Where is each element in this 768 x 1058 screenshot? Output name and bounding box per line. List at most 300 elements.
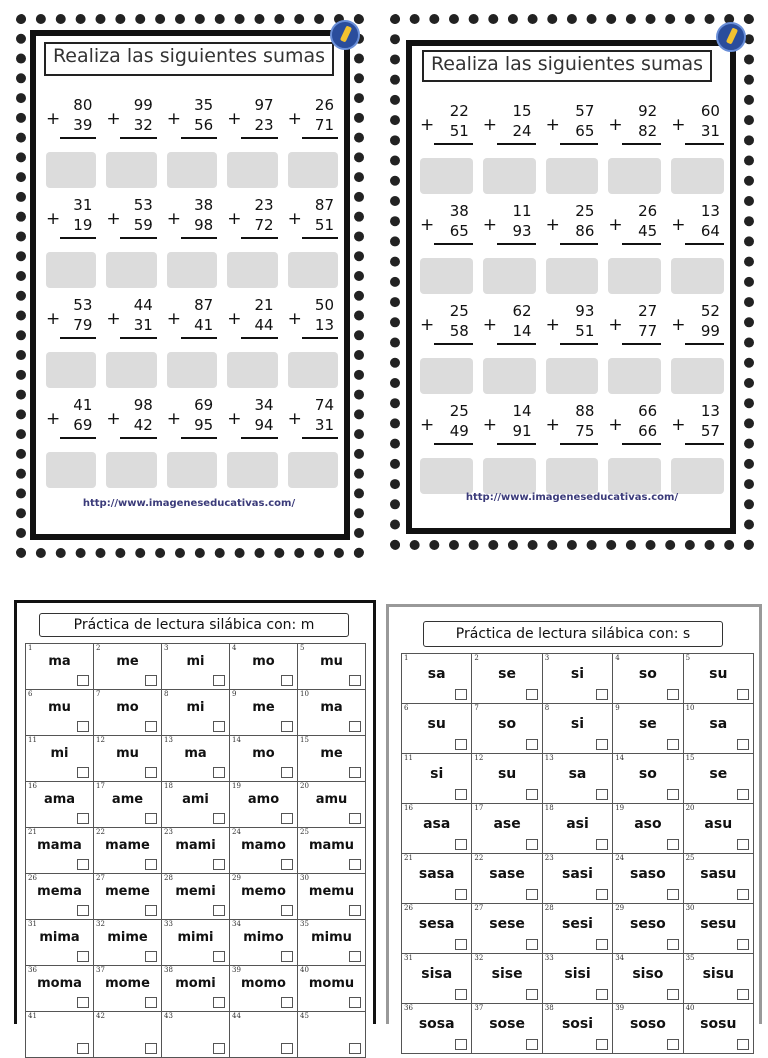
addend-bottom: 93: [512, 222, 532, 240]
syllable-text: su: [427, 716, 446, 732]
checkbox[interactable]: [349, 675, 361, 686]
checkbox[interactable]: [77, 951, 89, 962]
cell-number: 18: [164, 782, 173, 790]
checkbox[interactable]: [281, 905, 293, 916]
checkbox[interactable]: [281, 721, 293, 732]
checkbox[interactable]: [281, 951, 293, 962]
answer-box[interactable]: [546, 258, 599, 294]
cell-number: 30: [685, 904, 695, 912]
answer-box[interactable]: [227, 352, 277, 388]
cell-number: 26: [404, 904, 413, 912]
plus-sign: +: [420, 115, 435, 135]
checkbox[interactable]: [213, 951, 225, 962]
answer-box[interactable]: [420, 258, 473, 294]
addend-top: 92: [638, 102, 658, 120]
checkbox[interactable]: [526, 739, 538, 750]
answer-box[interactable]: [420, 358, 473, 394]
checkbox[interactable]: [667, 1039, 679, 1050]
syllable-cell: [162, 782, 230, 828]
answer-box[interactable]: [608, 258, 661, 294]
syllable-cell: [94, 644, 162, 690]
answer-box[interactable]: [46, 252, 96, 288]
addend-top: 13: [700, 402, 720, 420]
answer-box[interactable]: [106, 352, 156, 388]
syllable-text: mami: [175, 838, 216, 853]
checkbox[interactable]: [526, 689, 538, 700]
answer-box[interactable]: [671, 358, 724, 394]
cell-number: 24: [615, 854, 625, 862]
syllable-cell: [613, 1004, 683, 1054]
syllable-text: sasu: [700, 866, 737, 882]
checkbox[interactable]: [213, 1043, 225, 1054]
answer-box[interactable]: [227, 452, 277, 488]
plus-sign: +: [46, 109, 61, 129]
plus-sign: +: [608, 415, 623, 435]
sum-line: [497, 443, 536, 445]
syllable-text: mu: [48, 700, 71, 715]
syllable-cell: [472, 654, 542, 704]
checkbox[interactable]: [737, 1039, 749, 1050]
syllable-text: so: [638, 766, 657, 782]
addend-top: 66: [638, 402, 658, 420]
cell-number: 41: [28, 1012, 37, 1020]
checkbox[interactable]: [145, 721, 157, 732]
answer-box[interactable]: [46, 152, 96, 188]
checkbox[interactable]: [455, 789, 467, 800]
logo-badge-icon: [716, 22, 746, 52]
checkbox[interactable]: [349, 905, 361, 916]
syllable-cell: [543, 854, 613, 904]
checkbox[interactable]: [213, 767, 225, 778]
answer-box[interactable]: [288, 352, 338, 388]
checkbox[interactable]: [145, 813, 157, 824]
answer-box[interactable]: [288, 252, 338, 288]
syllable-text: mima: [39, 930, 80, 945]
checkbox[interactable]: [145, 1043, 157, 1054]
checkbox[interactable]: [667, 989, 679, 1000]
checkbox[interactable]: [281, 813, 293, 824]
checkbox[interactable]: [455, 839, 467, 850]
plus-sign: +: [482, 115, 498, 135]
checkbox[interactable]: [281, 997, 293, 1008]
cell-number: 26: [28, 874, 37, 882]
syllable-cell: [162, 828, 230, 874]
syllable-cell: [162, 1012, 230, 1058]
checkbox[interactable]: [596, 989, 608, 1000]
checkbox[interactable]: [526, 839, 538, 850]
answer-box[interactable]: [671, 258, 724, 294]
addend-bottom: 41: [194, 316, 214, 334]
checkbox[interactable]: [526, 1039, 538, 1050]
checkbox[interactable]: [455, 889, 467, 900]
answer-box[interactable]: [420, 458, 473, 494]
checkbox[interactable]: [77, 859, 89, 870]
syllable-text: so: [498, 716, 517, 732]
checkbox[interactable]: [596, 1039, 608, 1050]
answer-box[interactable]: [483, 158, 536, 194]
answer-box[interactable]: [671, 158, 724, 194]
plus-sign: +: [671, 315, 686, 335]
checkbox[interactable]: [349, 767, 361, 778]
syllable-text: su: [497, 766, 517, 782]
plus-sign: +: [166, 409, 182, 429]
cell-number: 33: [164, 920, 173, 928]
cell-number: 20: [300, 782, 309, 790]
addend-top: 80: [73, 96, 93, 114]
syllable-text: ami: [182, 792, 209, 807]
addend-top: 60: [700, 102, 720, 120]
cell-number: 14: [615, 754, 625, 762]
addition-problem: [46, 292, 96, 352]
addition-problem: [167, 192, 217, 252]
cell-number: 43: [164, 1012, 173, 1020]
syllable-cell: [162, 920, 230, 966]
source-url: http://www.imageneseducativas.com/: [465, 492, 679, 503]
checkbox[interactable]: [526, 889, 538, 900]
addend-top: 98: [133, 396, 153, 414]
answer-box[interactable]: [608, 358, 661, 394]
addition-problem: [420, 98, 473, 158]
syllable-text: sa: [427, 666, 446, 682]
answer-box[interactable]: [106, 152, 156, 188]
answer-box[interactable]: [167, 452, 217, 488]
syllable-cell: [298, 828, 366, 874]
checkbox[interactable]: [737, 689, 749, 700]
cell-number: 28: [544, 904, 554, 912]
checkbox[interactable]: [281, 1043, 293, 1054]
answer-box[interactable]: [227, 152, 277, 188]
plus-sign: +: [227, 109, 242, 129]
syllable-text: memo: [241, 884, 286, 899]
syllable-cell: [402, 1004, 472, 1054]
syllable-text: ame: [111, 792, 144, 807]
checkbox[interactable]: [455, 739, 467, 750]
addend-top: 99: [133, 96, 153, 114]
answer-box[interactable]: [608, 458, 661, 494]
addend-top: 21: [254, 296, 274, 314]
sum-line: [434, 343, 473, 345]
syllable-cell: [472, 1004, 542, 1054]
checkbox[interactable]: [349, 813, 361, 824]
cell-number: 23: [164, 828, 173, 836]
checkbox[interactable]: [213, 905, 225, 916]
syllable-cell: [402, 704, 472, 754]
answer-box[interactable]: [608, 158, 661, 194]
syllable-text: sise: [491, 966, 523, 982]
plus-sign: +: [608, 215, 623, 235]
checkbox[interactable]: [667, 889, 679, 900]
addend-bottom: 99: [700, 322, 720, 340]
checkbox[interactable]: [455, 1039, 467, 1050]
syllable-text: aso: [634, 816, 662, 832]
addition-problem: [608, 98, 661, 158]
checkbox[interactable]: [737, 789, 749, 800]
addend-top: 14: [512, 402, 532, 420]
syllable-text: mome: [105, 976, 150, 991]
plus-sign: +: [166, 109, 182, 129]
checkbox[interactable]: [526, 789, 538, 800]
worksheet-title: Realiza las siguientes sumas: [44, 42, 334, 76]
syllable-text: sase: [489, 866, 525, 882]
checkbox[interactable]: [455, 689, 467, 700]
checkbox[interactable]: [667, 789, 679, 800]
sum-line: [622, 243, 661, 245]
addend-bottom: 65: [449, 222, 469, 240]
addend-top: 35: [194, 96, 214, 114]
plus-sign: +: [287, 109, 302, 129]
syllable-cell: [94, 782, 162, 828]
answer-box[interactable]: [46, 452, 96, 488]
answer-box[interactable]: [483, 358, 536, 394]
checkbox[interactable]: [737, 939, 749, 950]
checkbox[interactable]: [213, 997, 225, 1008]
plus-sign: +: [482, 415, 498, 435]
syllable-text: su: [709, 666, 728, 682]
checkbox[interactable]: [77, 675, 89, 686]
checkbox[interactable]: [737, 889, 749, 900]
cell-number: 7: [96, 690, 101, 698]
syllable-cell: [402, 804, 472, 854]
answer-box[interactable]: [546, 358, 599, 394]
checkbox[interactable]: [667, 689, 679, 700]
addition-problem: [227, 192, 277, 252]
plus-sign: +: [420, 315, 435, 335]
cell-number: 25: [685, 854, 695, 862]
cell-number: 19: [615, 804, 625, 812]
cell-number: 36: [404, 1004, 413, 1012]
checkbox[interactable]: [77, 1043, 89, 1054]
answer-box[interactable]: [288, 152, 338, 188]
checkbox[interactable]: [145, 767, 157, 778]
checkbox[interactable]: [455, 989, 467, 1000]
addition-problem: [608, 398, 661, 458]
answer-box[interactable]: [483, 258, 536, 294]
answer-box[interactable]: [106, 452, 156, 488]
sum-line: [434, 243, 473, 245]
addition-problem: [288, 192, 338, 252]
syllable-cell: [94, 736, 162, 782]
answer-box[interactable]: [288, 452, 338, 488]
checkbox[interactable]: [213, 859, 225, 870]
syllable-text: mama: [37, 838, 82, 853]
checkbox[interactable]: [596, 889, 608, 900]
syllable-text: sese: [489, 916, 525, 932]
syllable-cell: [543, 704, 613, 754]
answer-box[interactable]: [483, 458, 536, 494]
cell-number: 39: [615, 1004, 625, 1012]
addend-bottom: 72: [254, 216, 274, 234]
cell-number: 18: [544, 804, 554, 812]
syllable-text: sesa: [418, 916, 455, 932]
addition-problem: [546, 398, 599, 458]
syllable-text: se: [638, 716, 657, 732]
syllable-cell: [402, 754, 472, 804]
addend-top: 25: [449, 402, 469, 420]
cell-number: 21: [28, 828, 37, 836]
checkbox[interactable]: [349, 997, 361, 1008]
checkbox[interactable]: [596, 789, 608, 800]
checkbox[interactable]: [737, 989, 749, 1000]
plus-sign: +: [227, 409, 242, 429]
checkbox[interactable]: [349, 859, 361, 870]
cell-number: 29: [232, 874, 241, 882]
addition-problem: [106, 192, 156, 252]
checkbox[interactable]: [596, 939, 608, 950]
answer-box[interactable]: [671, 458, 724, 494]
checkbox[interactable]: [281, 675, 293, 686]
checkbox[interactable]: [145, 859, 157, 870]
cell-number: 31: [404, 954, 413, 962]
answer-box[interactable]: [167, 252, 217, 288]
cell-number: 10: [300, 690, 309, 698]
checkbox[interactable]: [77, 997, 89, 1008]
answer-box[interactable]: [167, 152, 217, 188]
addend-bottom: 45: [638, 222, 658, 240]
syllable-text: se: [709, 766, 728, 782]
cell-number: 34: [232, 920, 241, 928]
sum-line: [622, 343, 661, 345]
addend-top: 88: [575, 402, 595, 420]
checkbox[interactable]: [213, 721, 225, 732]
plus-sign: +: [106, 409, 121, 429]
syllable-text: moma: [37, 976, 82, 991]
addend-top: 26: [638, 202, 658, 220]
sum-line: [622, 443, 661, 445]
checkbox[interactable]: [77, 721, 89, 732]
logo-badge-icon: [330, 20, 360, 50]
syllable-text: mi: [186, 654, 205, 669]
checkbox[interactable]: [526, 989, 538, 1000]
cell-number: 1: [28, 644, 33, 652]
syllable-cell: [94, 966, 162, 1012]
syllable-worksheet-s: [386, 604, 762, 1032]
cell-number: 8: [164, 690, 169, 698]
cell-number: 7: [474, 704, 479, 712]
answer-box[interactable]: [46, 352, 96, 388]
addition-problem: [167, 92, 217, 152]
syllable-text: mema: [37, 884, 82, 899]
plus-sign: +: [227, 209, 242, 229]
checkbox[interactable]: [145, 997, 157, 1008]
checkbox[interactable]: [77, 813, 89, 824]
syllable-text: siso: [632, 966, 664, 982]
checkbox[interactable]: [737, 839, 749, 850]
checkbox[interactable]: [77, 767, 89, 778]
addend-bottom: 14: [512, 322, 532, 340]
sum-line: [120, 137, 156, 139]
syllable-cell: [472, 854, 542, 904]
checkbox[interactable]: [145, 905, 157, 916]
addend-top: 50: [314, 296, 334, 314]
sum-line: [685, 443, 724, 445]
addition-problem: [167, 292, 217, 352]
syllable-cell: [613, 854, 683, 904]
addition-problem: [420, 398, 473, 458]
addend-bottom: 19: [73, 216, 93, 234]
answer-box[interactable]: [546, 158, 599, 194]
addend-bottom: 95: [194, 416, 214, 434]
checkbox[interactable]: [145, 951, 157, 962]
syllable-text: memu: [308, 884, 355, 899]
addend-bottom: 64: [700, 222, 720, 240]
answer-box[interactable]: [420, 158, 473, 194]
checkbox[interactable]: [596, 739, 608, 750]
checkbox[interactable]: [145, 675, 157, 686]
worksheet-title: Realiza las siguientes sumas: [422, 50, 712, 82]
checkbox[interactable]: [667, 739, 679, 750]
checkbox[interactable]: [281, 767, 293, 778]
cell-number: 32: [96, 920, 105, 928]
addition-problem: [288, 392, 338, 452]
syllable-text: sisa: [421, 966, 453, 982]
cell-number: 2: [474, 654, 479, 662]
addition-problem: [227, 292, 277, 352]
syllable-text: sosi: [561, 1016, 594, 1032]
syllable-text: sasi: [562, 866, 593, 882]
plus-sign: +: [106, 109, 121, 129]
cell-number: 11: [404, 754, 413, 762]
syllable-text: memi: [175, 884, 216, 899]
sum-line: [497, 343, 536, 345]
checkbox[interactable]: [455, 939, 467, 950]
checkbox[interactable]: [667, 939, 679, 950]
addend-top: 15: [512, 102, 532, 120]
sum-line: [302, 437, 338, 439]
syllable-text: momu: [308, 976, 355, 991]
checkbox[interactable]: [213, 813, 225, 824]
addition-problem: [671, 98, 724, 158]
syllable-text: me: [320, 746, 343, 761]
syllable-text: sose: [489, 1016, 525, 1032]
syllable-grid: [401, 653, 754, 1054]
syllable-cell: [684, 1004, 754, 1054]
checkbox[interactable]: [667, 839, 679, 850]
cell-number: 16: [404, 804, 413, 812]
checkbox[interactable]: [349, 1043, 361, 1054]
plus-sign: +: [106, 209, 121, 229]
addend-top: 22: [449, 102, 469, 120]
syllable-text: sosu: [700, 1016, 737, 1032]
syllable-cell: [543, 954, 613, 1004]
answer-box[interactable]: [546, 458, 599, 494]
checkbox[interactable]: [77, 905, 89, 916]
addition-problem: [671, 298, 724, 358]
answer-box[interactable]: [227, 252, 277, 288]
checkbox[interactable]: [349, 951, 361, 962]
cell-number: 27: [474, 904, 484, 912]
plus-sign: +: [420, 215, 435, 235]
checkbox[interactable]: [281, 859, 293, 870]
syllable-cell: [162, 874, 230, 920]
checkbox[interactable]: [213, 675, 225, 686]
checkbox[interactable]: [349, 721, 361, 732]
cell-number: 12: [96, 736, 105, 744]
answer-box[interactable]: [106, 252, 156, 288]
answer-box[interactable]: [167, 352, 217, 388]
addition-problem: [106, 392, 156, 452]
checkbox[interactable]: [596, 839, 608, 850]
addend-top: 93: [575, 302, 595, 320]
sum-line: [60, 437, 96, 439]
syllable-grid: [25, 643, 366, 1058]
checkbox[interactable]: [737, 739, 749, 750]
checkbox[interactable]: [526, 939, 538, 950]
syllable-cell: [472, 904, 542, 954]
checkbox[interactable]: [596, 689, 608, 700]
addend-bottom: 91: [512, 422, 532, 440]
syllable-cell: [94, 920, 162, 966]
syllable-cell: [472, 804, 542, 854]
